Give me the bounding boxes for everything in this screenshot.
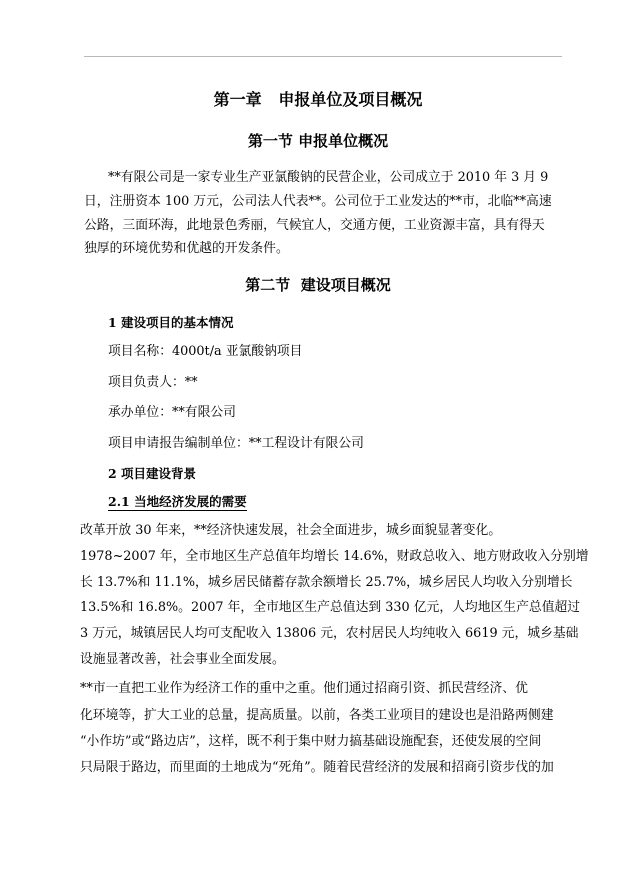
subheading-local-economy-text: 2.1 当地经济发展的需要	[108, 494, 247, 510]
applicant-paragraph: **有限公司是一家专业生产亚氯酸钠的民营企业，公司成立于 2010 年 3 月 9 日，注册资本 100 万元，公司法人代表**。公司位于工业发达的**市，北临**高速公路，三面环海，此地景色秀丽，气候宜人，交通方便，工业资源丰富，具有得天独厚的环境优势和优越的开发条件。	[84, 170, 552, 257]
report-preparer: 项目申请报告编制单位：**工程设计有限公司	[108, 435, 364, 451]
paragraph-line: 长 13.7%和 11.1%，城乡居民储蓄存款余额增长 25.7%，城乡居民人均收入分别增长	[80, 574, 573, 590]
paragraph-line: 化环境等，扩大工业的总量，提高质量。以前，各类工业项目的建设也是沿路两侧建	[80, 707, 554, 723]
project-name: 项目名称：4000t/a 亚氯酸钠项目	[108, 344, 303, 360]
section-title-project: 第二节 建设项目概况	[245, 276, 391, 295]
paragraph-line: 1978~2007 年，全市地区生产总值年均增长 14.6%，财政总收入、地方财政收入分别增	[80, 548, 589, 564]
undertaking-unit: 承办单位：**有限公司	[108, 405, 236, 421]
paragraph-line: 设施显著改善，社会事业全面发展。	[80, 651, 285, 667]
subheading-basic-info: 1 建设项目的基本情况	[108, 315, 234, 331]
document-page	[80, 88, 589, 782]
paragraph-line: 改革开放 30 年来，**经济快速发展，社会全面进步，城乡面貌显著变化。	[80, 523, 502, 539]
chapter-title: 第一章 申报单位及项目概况	[213, 90, 423, 109]
economy-paragraph	[80, 518, 589, 672]
paragraph-line: 3 万元，城镇居民人均可支配收入 13806 元，农村居民人均纯收入 6619 元，城乡基础	[80, 625, 579, 641]
paragraph-line: **市一直把工业作为经济工作的重中之重。他们通过招商引资、抓民营经济、优	[80, 681, 528, 697]
header-rule	[84, 56, 562, 57]
subheading-local-economy	[84, 488, 552, 516]
paragraph-line: 13.5%和 16.8%。2007 年，全市地区生产总值达到 330 亿元，人均地区生产总值超过	[80, 600, 581, 616]
paragraph-line: “小作坊”或“路边店”，这样，既不利于集中财力搞基础设施配套，还使发展的空间	[80, 734, 542, 750]
subheading-background: 2 项目建设背景	[108, 466, 197, 482]
section-title-applicant: 第一节 申报单位概况	[247, 132, 389, 150]
industry-paragraph	[80, 676, 552, 782]
project-leader: 项目负责人：**	[108, 374, 198, 390]
paragraph-line: 只局限于路边，而里面的土地成为“死角”。随着民营经济的发展和招商引资步伐的加	[80, 760, 554, 776]
